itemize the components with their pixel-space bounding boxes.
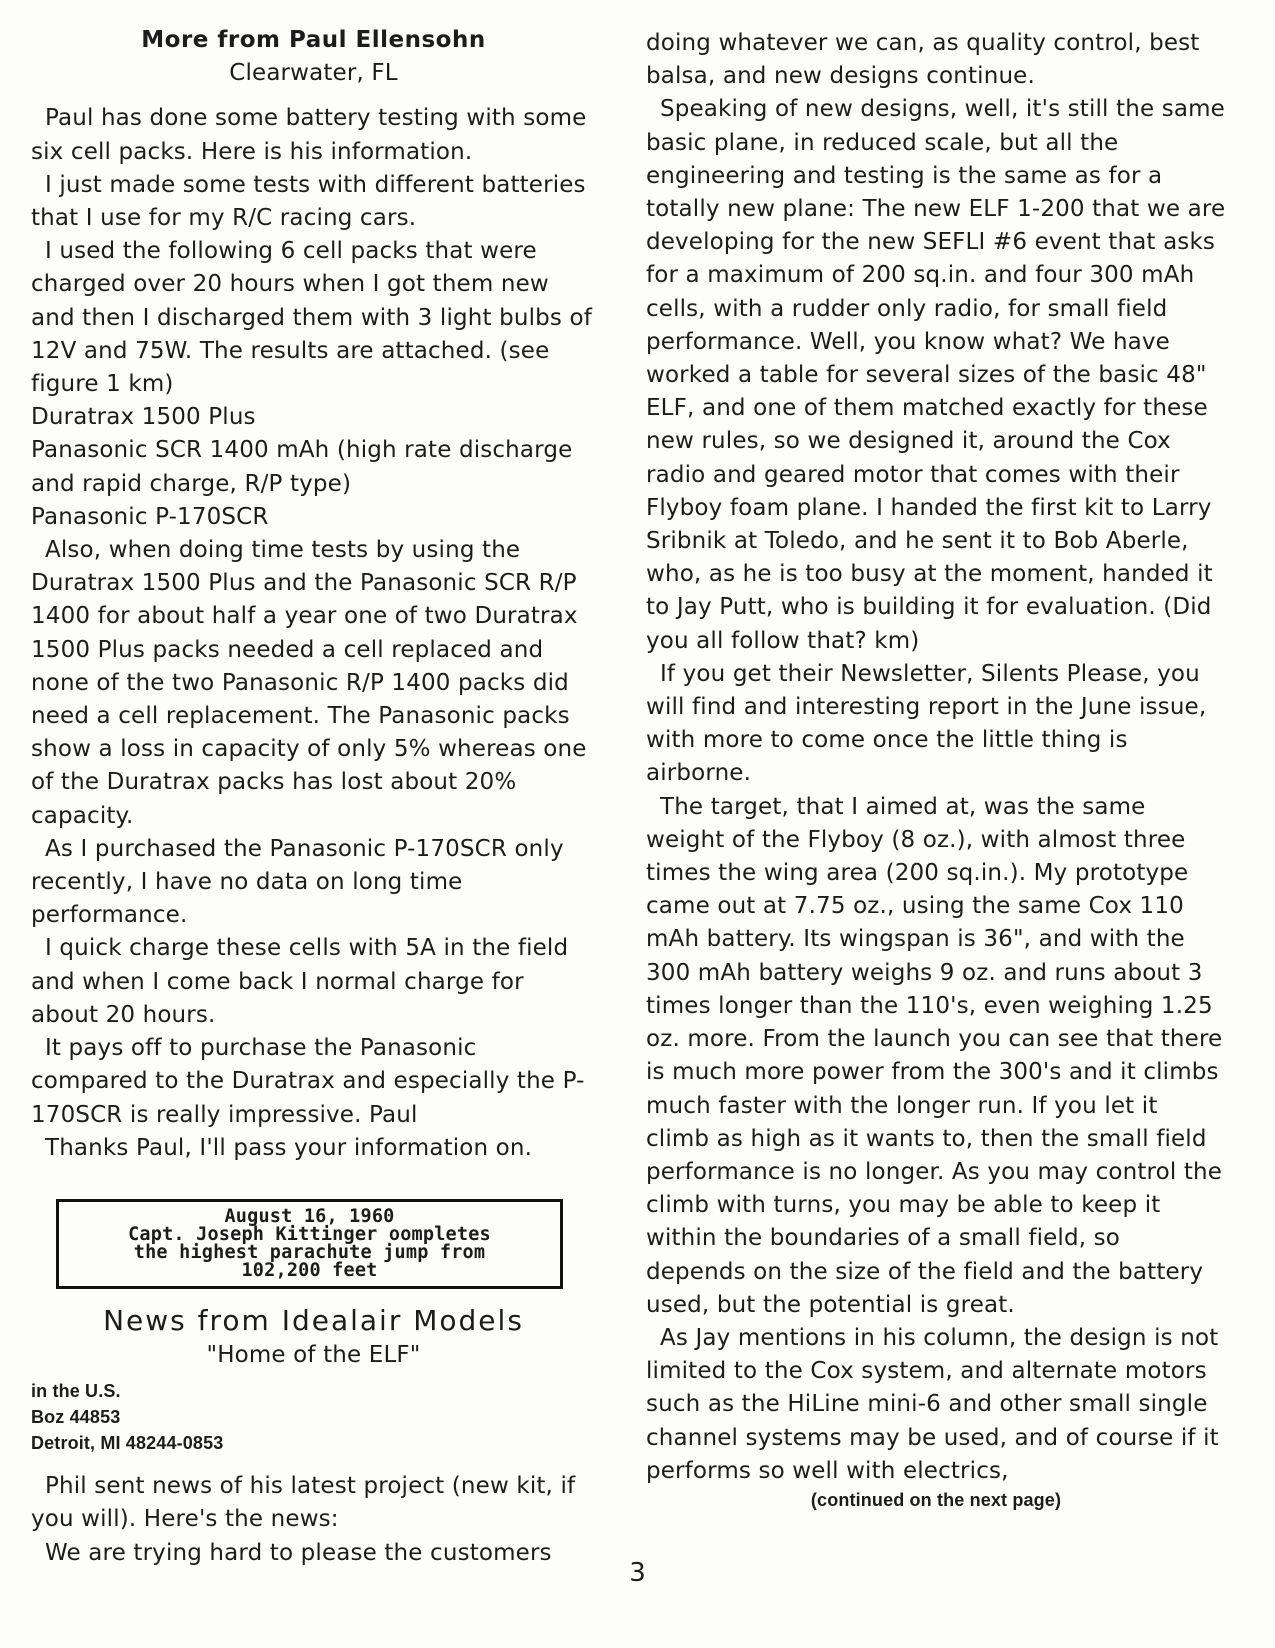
right-column [646,27,1226,1512]
paragraph: It pays off to purchase the Panasonic compared to the Duratrax and especially the P-170SCR is really impressive. Paul [31,1035,585,1128]
notice-line: 102,200 feet [241,1259,378,1281]
paragraph: Phil sent news of his latest project (new kit, if you will). Here's the news: [31,1473,576,1533]
paragraph: Speaking of new designs, well, it's still the same basic plane, in reduced scale, but all the engineering and testing is the same as for a totally new plane: The new ELF 1-200 that we are developing for the new SEFLI #6 event that asks for a maximum of 200 sq.in. and four 300 mAh cells, with a rudder only radio, for small field performance. Well, you know what? We have worked a table for several sizes of the basic 48" ELF, and one of them matched exactly for these new rules, so we designed it, around the Cox radio and geared motor that comes with their Flyboy foam plane. I handed the first kit to Larry Sribnik at Toledo, and he sent it to Bob Aberle, who, as he is too busy at the moment, handed it to Jay Putt, who is building it for evaluation. (Did you all follow that? km) [646,96,1226,654]
paragraph: The target, that I aimed at, was the same weight of the Flyboy (8 oz.), with almost three times the wing area (200 sq.in.). My prototype came out at 7.75 oz., using the same Cox 110 mAh battery. Its wingspan is 36", and with the 300 mAh battery weighs 9 oz. and runs about 3 times longer than the 110's, even weighing 1.25 oz. more. From the launch you can see that there is much more power from the 300's and it climbs much faster with the longer run. If you let it climb as high as it wants to, then the small field performance is no longer. As you may control the climb with turns, you may be able to keep it within the boundaries of a small field, so depends on the size of the field and the battery used, but the potential is great. [646,793,1223,1318]
mailing-address [31,1378,596,1456]
news-subtitle: "Home of the ELF" [206,1341,421,1368]
historical-notice-box [56,1199,563,1289]
paragraph: If you get their Newsletter, Silents Please, you will find and interesting report in the June issue, with more to come once the little thing is airborne. [646,660,1207,787]
paragraph: As I purchased the Panasonic P-170SCR only recently, I have no data on long time performance. [31,835,564,929]
battery-item: Panasonic P-170SCR [31,503,269,530]
address-line: Boz 44853 [31,1407,121,1428]
article-title: More from Paul Ellensohn [141,27,486,53]
notice-line: Capt. Joseph Kittinger oompletes [128,1223,491,1245]
battery-item: Duratrax 1500 Plus [31,404,256,431]
paragraph: I used the following 6 cell packs that were charged over 20 hours when I got them new and then I discharged them with 3 light bulbs of 12V and 75W. The results are attached. (see figure 1 km) [31,238,592,398]
address-line: in the U.S. [31,1381,121,1402]
notice-date: August 16, 1960 [224,1205,395,1227]
address-line: Detroit, MI 48244-0853 [31,1433,224,1454]
left-column [31,24,596,1570]
paragraph: Thanks Paul, I'll pass your information on. [45,1134,533,1161]
battery-item: Panasonic SCR 1400 mAh (high rate discharge and rapid charge, R/P type) [31,437,573,497]
paragraph: doing whatever we can, as quality control, best balsa, and new designs continue. [646,30,1200,90]
paragraph: As Jay mentions in his column, the design is not limited to the Cox system, and alternate motors such as the HiLine mini-6 and other small single channel systems may be used, and of course if it performs so well with electrics, [646,1324,1219,1484]
paragraph: I just made some tests with different batteries that I use for my R/C racing cars. [31,171,586,232]
continued-note: (continued on the next page) [810,1489,1062,1510]
paragraph: I quick charge these cells with 5A in the field and when I come back I normal charge for about 20 hours. [31,935,569,1028]
page-number: 3 [629,1558,646,1588]
notice-line: the highest parachute jump from [133,1241,486,1263]
paragraph: Paul has done some battery testing with some six cell packs. Here is his information. [31,105,587,165]
news-title: News from Idealair Models [103,1303,524,1337]
paragraph: We are trying hard to please the customers [45,1539,552,1566]
article-location: Clearwater, FL [229,60,398,87]
paragraph: Also, when doing time tests by using the Duratrax 1500 Plus and the Panasonic SCR R/P 1400 for about half a year one of two Duratrax 1500 Plus packs needed a cell replaced and none of the two Panasonic R/P 1400 packs did need a cell replacement. The Panasonic packs show a loss in capacity of only 5% whereas one of the Duratrax packs has lost about 20% capacity. [31,537,587,829]
